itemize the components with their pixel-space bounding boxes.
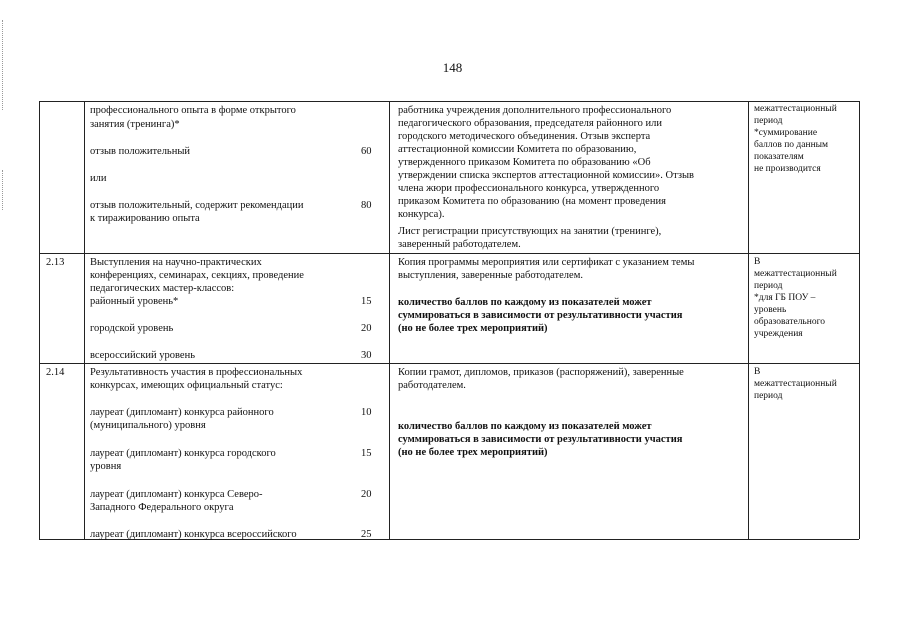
indicator-text: или [90, 173, 107, 184]
table-top-border [39, 101, 859, 102]
note-text: баллов по данным [754, 140, 829, 150]
docs-text: утвержденного приказом Комитета по образованию «Об [398, 157, 651, 168]
docs-text: приказом Комитета по образованию (на момент проведения [398, 196, 666, 207]
indicator-text: лауреат (дипломант) конкурса всероссийского [90, 529, 297, 540]
indicator-text: районный уровень* [90, 296, 179, 307]
points-value: 20 [361, 323, 372, 334]
indicator-text: конференциях, семинарах, секциях, проведение [90, 270, 304, 281]
indicator-text: отзыв положительный [90, 146, 191, 157]
docs-bold-text: (но не более трех мероприятий) [398, 323, 548, 334]
note-text: показателям [754, 152, 804, 162]
docs-bold-text: суммироваться в зависимости от результативности участия [398, 310, 683, 321]
docs-text: члена жюри профессионального конкурса, утвержденного [398, 183, 660, 194]
indicator-text: занятия (тренинга)* [90, 119, 180, 130]
indicator-text: Западного Федерального округа [90, 502, 234, 513]
docs-bold-text: количество баллов по каждому из показателей может [398, 421, 652, 432]
note-text: учреждения [754, 329, 803, 339]
page-number: 148 [442, 60, 463, 75]
col-border [859, 101, 860, 539]
indicator-text: к тиражированию опыта [90, 213, 200, 224]
docs-text: Лист регистрации присутствующих на занятии (тренинге), [398, 226, 662, 237]
points-value: 25 [361, 529, 372, 540]
docs-text: городского методического объединения. Отзыв эксперта [398, 131, 651, 142]
col-border [748, 101, 749, 539]
indicator-text: профессионального опыта в форме открытого [90, 105, 296, 116]
points-value: 80 [361, 200, 372, 211]
indicator-text: всероссийский уровень [90, 350, 196, 361]
note-text: межаттестационный [754, 104, 837, 114]
points-value: 15 [361, 296, 372, 307]
note-text: образовательного [754, 317, 826, 327]
docs-text: работодателем. [398, 380, 466, 391]
row-number: 2.13 [46, 257, 65, 268]
indicator-text: лауреат (дипломант) конкурса Северо- [90, 489, 263, 500]
indicator-text: (муниципального) уровня [90, 420, 206, 431]
docs-text: Копии грамот, дипломов, приказов (распоряжений), заверенные [398, 367, 684, 378]
docs-text: аттестационной комиссии Комитета по образованию, [398, 144, 637, 155]
row-divider [39, 253, 859, 254]
note-text: В [754, 257, 761, 267]
docs-bold-text: количество баллов по каждому из показателей может [398, 297, 652, 308]
docs-text: конкурса). [398, 209, 445, 220]
note-text: межаттестационный [754, 379, 837, 389]
note-text: период [754, 391, 783, 401]
indicator-text: уровня [90, 461, 122, 472]
points-value: 30 [361, 350, 372, 361]
indicator-text: педагогических мастер-классов: [90, 283, 235, 294]
docs-text: утверждении списка экспертов аттестационной комиссии». Отзыв [398, 170, 694, 181]
docs-bold-text: (но не более трех мероприятий) [398, 447, 548, 458]
note-text: период [754, 281, 783, 291]
docs-text: заверенный работодателем. [398, 239, 521, 250]
docs-bold-text: суммироваться в зависимости от результативности участия [398, 434, 683, 445]
col-border [389, 101, 390, 539]
indicator-text: отзыв положительный, содержит рекомендации [90, 200, 304, 211]
note-text: *для ГБ ПОУ – [754, 293, 816, 303]
points-value: 60 [361, 146, 372, 157]
indicator-text: городской уровень [90, 323, 174, 334]
note-text: уровень [754, 305, 787, 315]
row-divider [39, 363, 859, 364]
docs-text: Копия программы мероприятия или сертификат с указанием темы [398, 257, 695, 268]
indicator-text: конкурсах, имеющих официальный статус: [90, 380, 283, 391]
note-text: *суммирование [754, 128, 818, 138]
note-text: период [754, 116, 783, 126]
col-border [39, 101, 40, 539]
indicator-text: Выступления на научно-практических [90, 257, 262, 268]
indicator-text: Результативность участия в профессиональных [90, 367, 303, 378]
points-value: 15 [361, 448, 372, 459]
note-text: В [754, 367, 761, 377]
indicator-text: лауреат (дипломант) конкурса районного [90, 407, 274, 418]
points-value: 10 [361, 407, 372, 418]
note-text: не производится [754, 164, 821, 174]
docs-text: работника учреждения дополнительного профессионального [398, 105, 672, 116]
note-text: межаттестационный [754, 269, 837, 279]
row-number: 2.14 [46, 367, 65, 378]
indicator-text: лауреат (дипломант) конкурса городского [90, 448, 276, 459]
points-value: 20 [361, 489, 372, 500]
docs-text: педагогического образования, председателя районного или [398, 118, 662, 129]
docs-text: выступления, заверенные работодателем. [398, 270, 583, 281]
col-border [84, 101, 85, 539]
